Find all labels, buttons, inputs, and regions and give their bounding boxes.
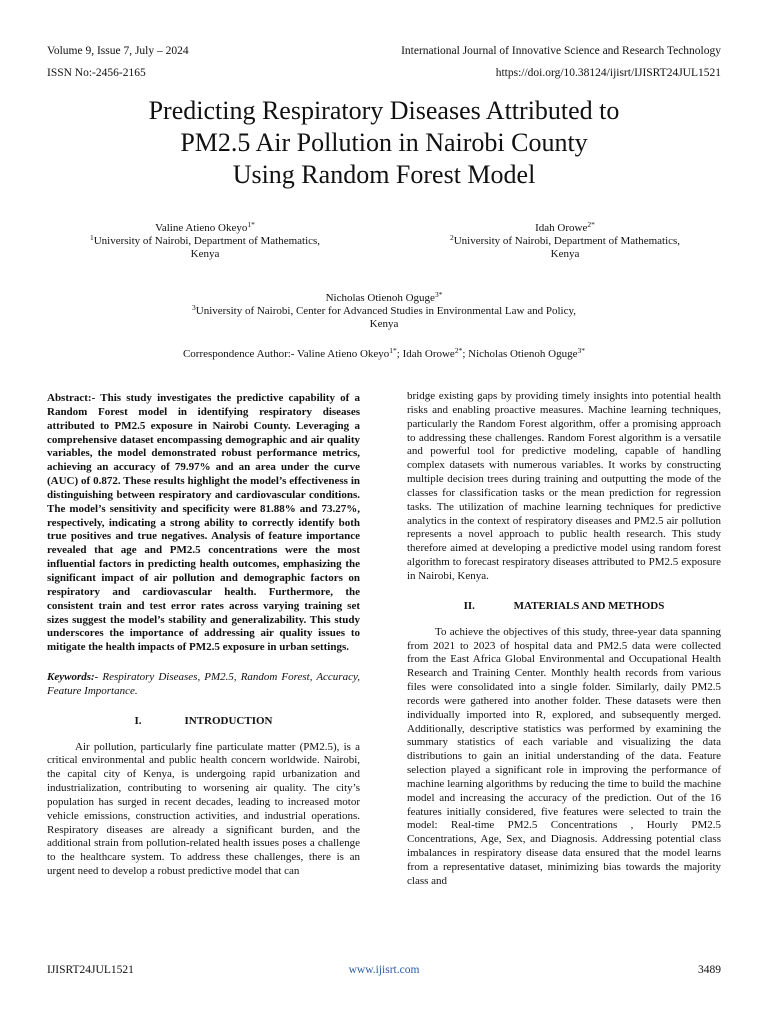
corr-sup: 3* — [577, 346, 586, 355]
affiliation: University of Nairobi, Department of Mathematics, — [93, 235, 321, 247]
author-name: Nicholas Otienoh Oguge — [325, 292, 435, 304]
footer-website-link[interactable]: www.ijisrt.com — [348, 964, 420, 976]
doi-link[interactable]: https://doi.org/10.38124/ijisrt/IJISRT24JUL1521 — [495, 67, 721, 79]
affiliation-country: Kenya — [550, 248, 580, 260]
author-name: Idah Orowe — [535, 222, 588, 234]
author-sup: 2* — [587, 220, 595, 229]
correspondence-line — [40, 347, 728, 361]
methods-paragraph: To achieve the objectives of this study, three-year data spanning from 2021 to 2023 of hospital data and PM2.5 data were collected from the East Africa Global Environmental and Occupational Health Research and Training Center. Monthly health records from various files were consolidated into a single folder. Similarly, daily PM2.5 records were gathered into another folder. These datasets were then individually imported into R, explored, and subsequently merged. Additionally, descriptive statistics was performed by examining the summary statistics of each variable and visualizing the data distributions to gain an initial understanding of the data. Feature selection played a significant role in improving the performance of machine learning algorithms by reducing the time to build the machine model and increasing the accuracy of the prediction. Out of the 16 features initially considered, five features were selected to train the model: Real-time PM2.5 Concentrations , Hourly PM2.5 Concentrations, Age, Sex, and Diagnosis. Addressing potential class imbalances in respiratory disease data ensured that the model learns from a representative dataset, minimizing bias towards the majority class and — [407, 625, 721, 887]
affiliation-sup: 1 — [89, 233, 94, 242]
author-block-1 — [60, 222, 350, 261]
keywords — [47, 671, 360, 699]
journal-name: International Journal of Innovative Science and Research Technology — [401, 45, 721, 57]
introduction-paragraph: Air pollution, particularly fine particulate matter (PM2.5), is a critical environmental and public health concern worldwide. Nairobi, the capital city of Kenya, is undergoing rapid urbanization and industrialization, contributing to worsening air quality. The city’s population has surged in recent decades, leading to increased motor vehicle emissions, construction activities, and industrial operations. Respiratory diseases are already a significant burden, and the additional strain from pollution-related health issues poses a challenge to the healthcare system. To address these challenges, there is an urgent need to develop a robust predictive model that can — [47, 740, 360, 878]
introduction-continuation: bridge existing gaps by providing timely insights into potential health risks and enabling proactive measures. Machine learning techniques, particularly the Random Forest algorithm, offer a promising approach to addressing these challenges. Random Forest algorithm is a versatile and powerful tool for predictive modeling, capable of handling complex datasets with numerous variables. It works by constructing multiple decision trees during training and outputting the mode of the classes for classification tasks or the mean prediction for regression tasks. The utilization of machine learning techniques for predictive analytics in the context of respiratory diseases and PM2.5 air pollution represents a novel approach to public health research. This study therefore aimed at developing a predictive model using random forest algorithm to forecast respiratory diseases attributed to PM2.5 exposure in Nairobi, Kenya. — [407, 390, 721, 582]
author-sup: 3* — [434, 290, 443, 299]
affiliation-country: Kenya — [369, 318, 399, 330]
page-number: 3489 — [698, 964, 721, 976]
right-column — [407, 390, 721, 889]
keywords-label: Keywords:- — [47, 671, 99, 684]
section-title: MATERIALS AND METHODS — [513, 599, 665, 612]
title-line: Predicting Respiratory Diseases Attributed to — [148, 96, 620, 125]
keywords-text: Respiratory Diseases, PM2.5, Random Forest, Accuracy, Feature Importance. — [47, 671, 360, 697]
volume-info: Volume 9, Issue 7, July – 2024 — [47, 45, 189, 57]
section-heading-introduction — [47, 715, 360, 729]
corr-sup: 1* — [389, 346, 397, 355]
corr-sup: 2* — [454, 346, 463, 355]
issn: ISSN No:-2456-2165 — [47, 67, 146, 79]
author-sup: 1* — [247, 220, 255, 229]
affiliation-country: Kenya — [190, 248, 220, 260]
corr-text: Correspondence Author:- Valine Atieno Okeyo — [182, 348, 390, 360]
section-number: II. — [463, 599, 475, 612]
author-name: Valine Atieno Okeyo — [155, 222, 248, 234]
left-column — [47, 392, 360, 879]
footer-paper-code: IJISRT24JUL1521 — [47, 964, 134, 976]
affiliation: University of Nairobi, Department of Mathematics, — [453, 235, 681, 247]
abstract: Abstract:- This study investigates the predictive capability of a Random Forest model in identifying respiratory diseases attributed to PM2.5 exposure in Nairobi County. Leveraging a comprehensive dataset encompassing demographic and air quality variables, the model demonstrated robust performance metrics, achieving an accuracy of 79.97% and an area under the curve (AUC) of 0.872. These results highlight the model’s effectiveness in distinguishing between respiratory and cardiovascular conditions. The model’s sensitivity and specificity were 81.88% and 73.27%, respectively, indicating a strong ability to correctly identify both true positives and true negatives. Analysis of feature importance revealed that age and PM2.5 concentrations were the most influential factors in predicting health outcomes, emphasizing the significant impact of air pollution and demographic factors on respiratory and cardiovascular health. Furthermore, the consistent train and test error rates across varying training set sizes suggest the model’s stability and generalizability. This study underscores the importance of addressing air quality issues to mitigate the health impacts of PM2.5 exposure in urban settings. — [47, 392, 360, 654]
corr-text: ; Idah Orowe — [396, 348, 455, 360]
affiliation-sup: 3 — [192, 303, 196, 312]
title-line: Using Random Forest Model — [232, 160, 536, 189]
title-line: PM2.5 Air Pollution in Nairobi County — [180, 128, 588, 157]
affiliation: University of Nairobi, Center for Advanced Studies in Environmental Law and Policy, — [195, 305, 576, 317]
paper-title — [40, 95, 728, 191]
corr-text: ; Nicholas Otienoh Oguge — [462, 348, 578, 360]
section-number: I. — [134, 714, 142, 727]
affiliation-sup: 2 — [449, 233, 454, 242]
author-block-3 — [130, 292, 638, 331]
author-block-2 — [420, 222, 710, 261]
section-heading-methods — [407, 600, 721, 614]
section-title: INTRODUCTION — [184, 714, 273, 727]
